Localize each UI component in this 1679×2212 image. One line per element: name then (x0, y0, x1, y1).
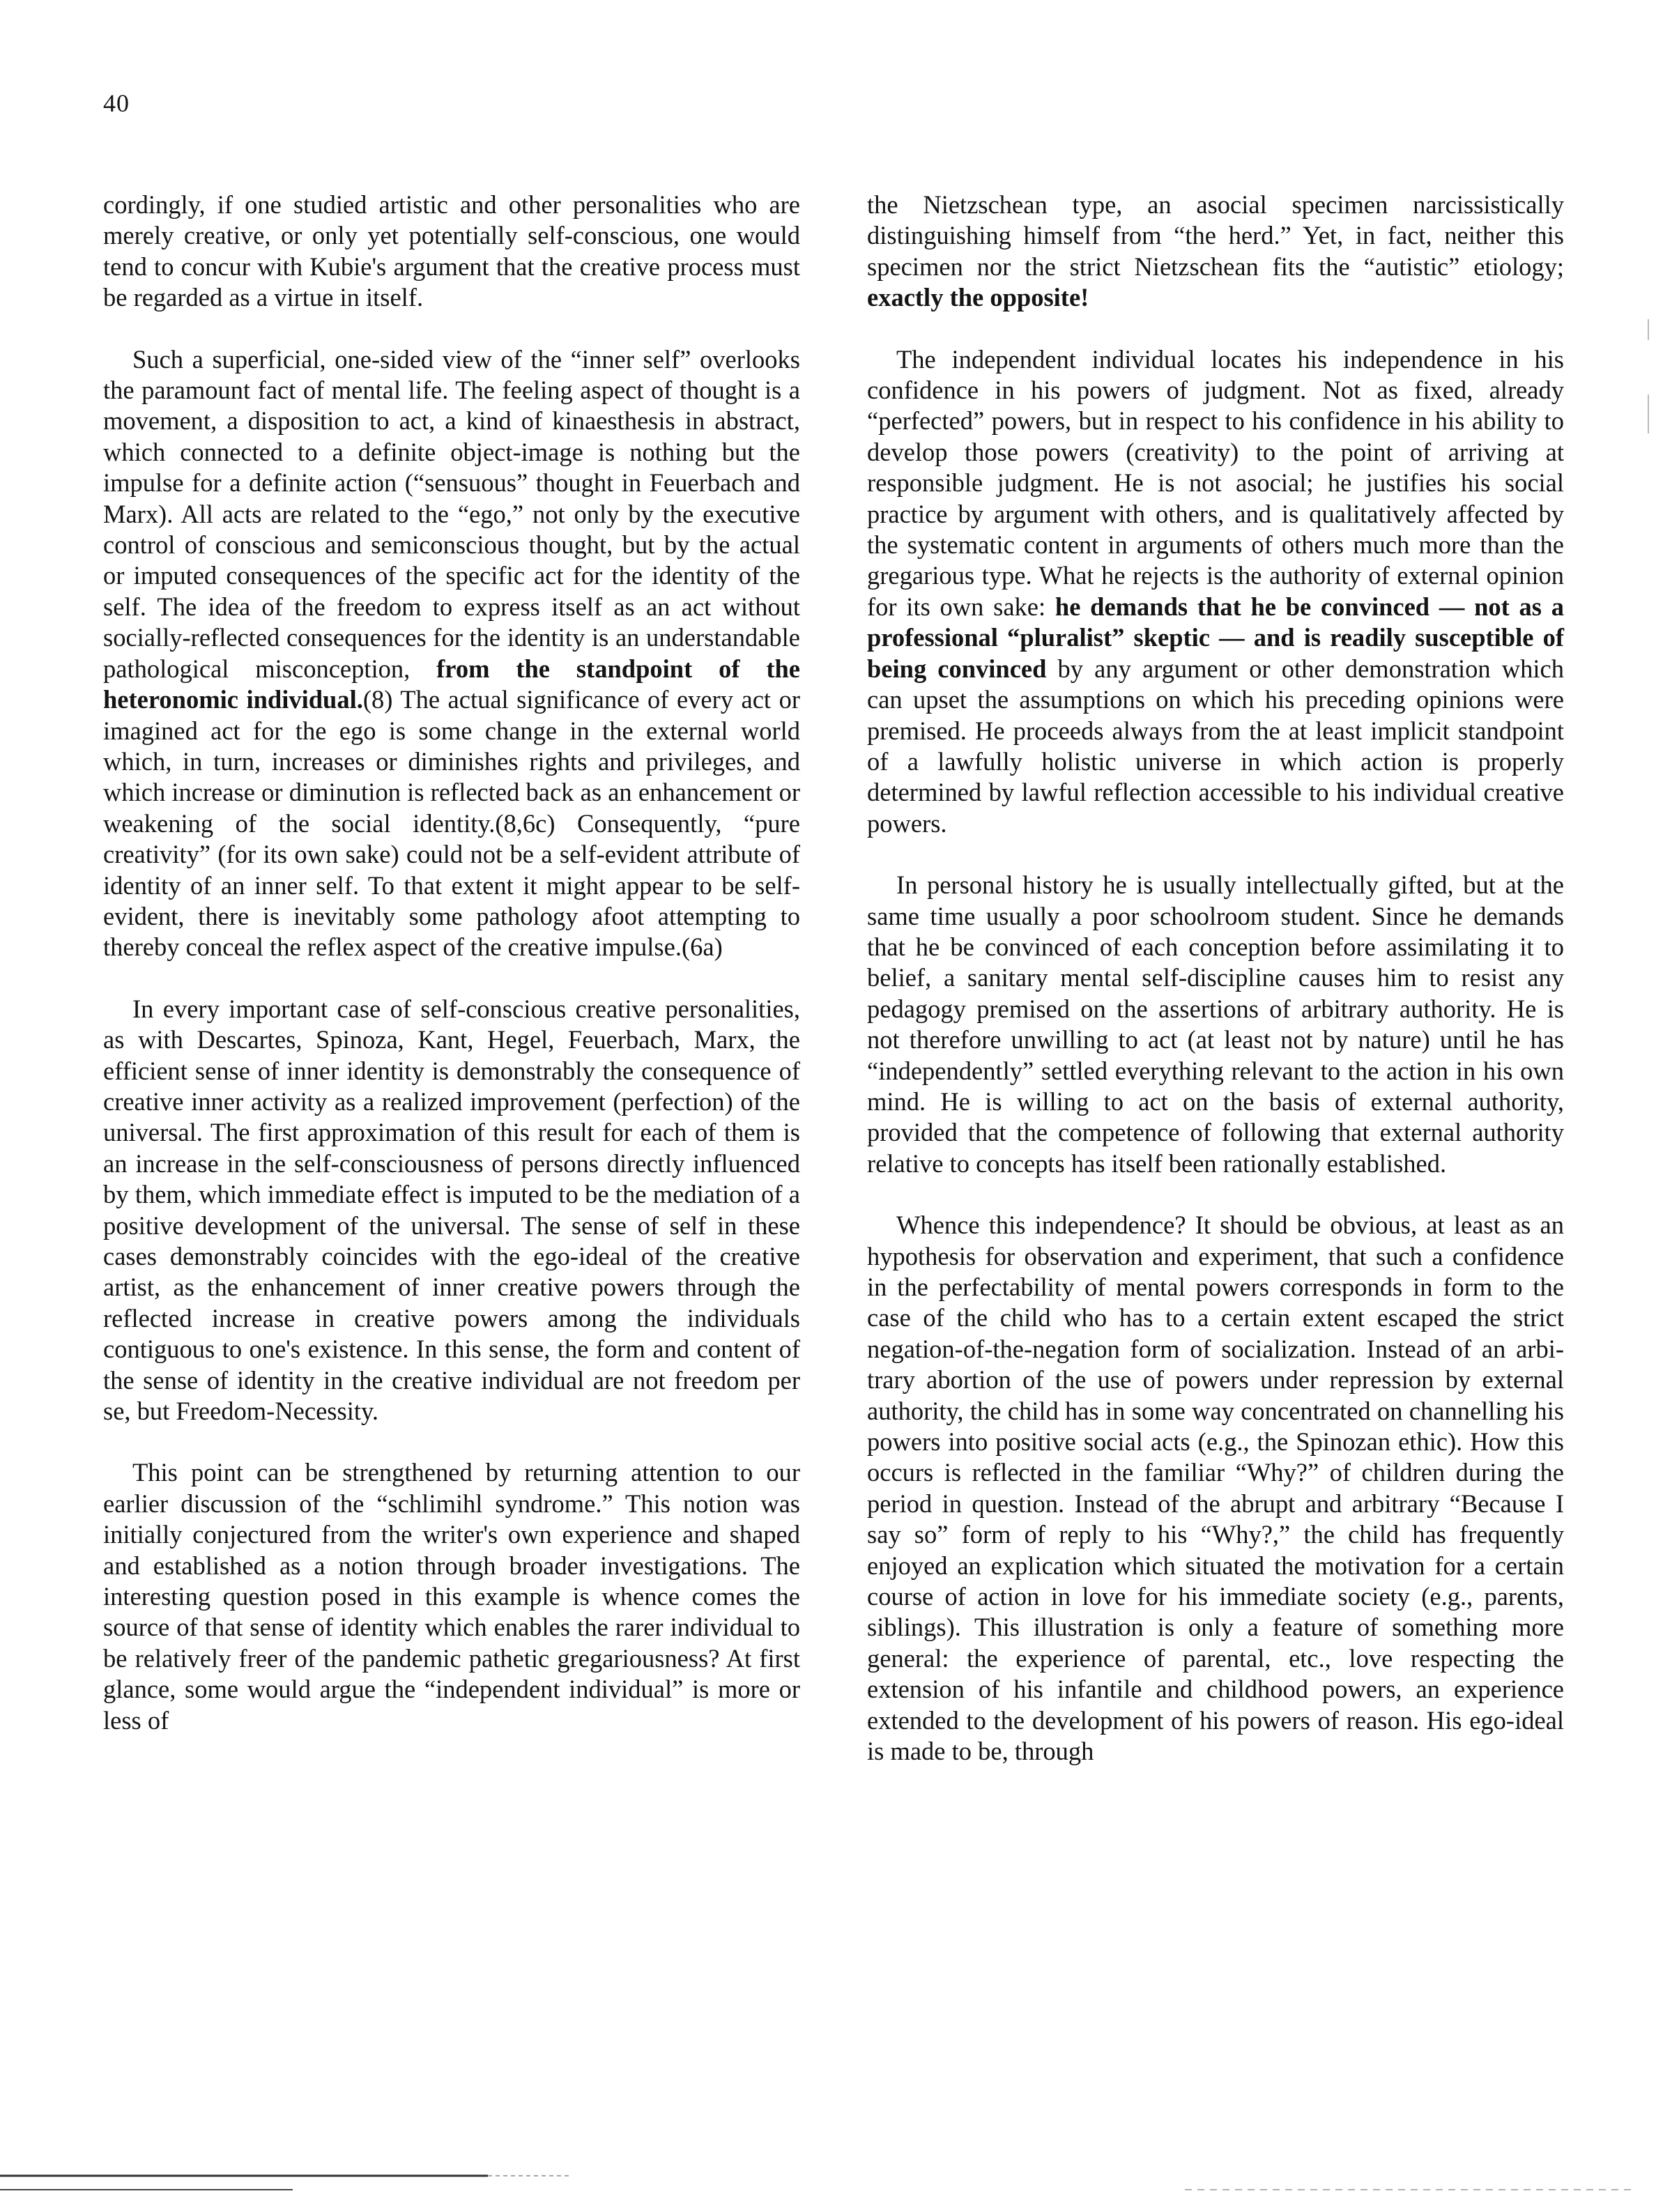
paragraph-text: Such a superficial, one-sided view of the “inner self” overlooks the paramount fact of mental life. The feeling aspect of thought is a movement, a disposition to act, a kind of kinaesthesis in abstract, which connected to a definite object-image is nothing but the impulse for a definite action (“sensuous” thought in Feuerbach and Marx). All acts are related to the “ego,” not only by the executive control of conscious and semiconscious thought, but by the actual or imputed consequences of the specific act for the identity of the self. The idea of the freedom to express itself as an act without socially-reflected consequences for the identity is an understandable pathological misconception, (103, 344, 800, 683)
margin-tick-mark (1648, 394, 1649, 433)
scan-edge-artifact (0, 2167, 1679, 2195)
body-paragraph (103, 344, 800, 963)
paragraph-text: In every important case of self-conscious creative personalities, as with Descartes, Spinoza, Kant, Hegel, Feuerbach, Marx, the efficient sense of inner identity is demonstrably the consequence of creative inner activity as a realized improvement (perfection) of the universal. The first approximation of this result for each of them is an increase in the self-consciousness of persons directly influenced by them, which immediate effect is imputed to be the mediation of a positive development of the universal. The sense of self in these cases demonstrably coincides with the ego-ideal of the creative artist, as the enhancement of inner creative powers through the reflected increase in creative powers among the individuals contiguous to one's existence. In this sense, the form and content of the sense of identity in the creative individual are not freedom per se, but Freedom-Necessity. (103, 994, 800, 1426)
paragraph-text: This point can be strengthened by returning attention to our earlier discussion of the “schlimihl syndrome.” This notion was initially conjectured from the writer's own experience and shaped and established as a notion through broader investigations. The interesting question posed in this example is whence comes the source of that sense of identity which enables the rarer individual to be relatively freer of the pandemic pathetic gregariousness? At first glance, some would argue the “independent individual” is more or less of (103, 1458, 800, 1735)
right-text-column (867, 190, 1564, 1798)
paragraph-text: cordingly, if one studied artistic and other personalities who are merely creative, or only yet potentially self-conscious, one would tend to concur with Kubie's argument that the creative process must be regarded as a virtue in itself. (103, 190, 800, 312)
margin-tick-mark (1648, 319, 1649, 340)
paragraph-text: In personal history he is usually intellectually gifted, but at the same time usually a poor schoolroom student. Since he demands that he be convinced of each conception before assimilating it to belief, a sanitary mental self-discipline causes him to resist any pedagogy premised on the assertions of arbitrary authority. He is not therefore unwilling to act (at least not by nature) until he has “independently” settled everything relevant to the action in his own mind. He is willing to act on the basis of external authority, provided that the competence of following that external authority relative to concepts has itself been rationally established. (867, 870, 1564, 1178)
paragraph-text: Whence this independence? It should be obvious, at least as an hypothesis for observation and experiment, that such a confidence in the perfectability of mental powers corresponds in form to the case of the child who has to a certain extent escaped the strict negation-of-the-negation form of socialization. Instead of an arbitrary abortion of the use of powers under repression by external authority, the child has in some way concentrated on channelling his powers into positive social acts (e.g., the Spinozan ethic). How this occurs is reflected in the familiar “Why?” of children during the period in question. Instead of the abrupt and arbitrary “Because I say so” form of reply to his “Why?,” the child has frequently enjoyed an explication which situated the motivation for a certain course of action in love for his immediate society (e.g., parents, siblings). This illustration is only a feature of something more general: the experience of parental, etc., love respecting the extension of his infantile and childhood powers, an experience extended to the development of his powers of reason. His ego-ideal is made to be, through (867, 1211, 1564, 1766)
paragraph-text: The independent individual locates his independence in his confidence in his powers of judgment. Not as fixed, already “perfected” powers, but in respect to his confidence in his ability to develop those powers (creativity) to the point of arriving at responsible judgment. He is not asocial; he justifies his social practice by argument with others, and is qualitatively affected by the systematic content in arguments of others much more than the gregarious type. What he rejects is the authority of external opinion for its own sake: (867, 344, 1564, 621)
body-paragraph (867, 344, 1564, 840)
page-number: 40 (103, 89, 130, 117)
body-paragraph (103, 994, 800, 1427)
body-paragraph (867, 870, 1564, 1179)
bold-emphasis: he demands that he be convinced — not as a professional “pluralist” skeptic — and is readily susceptible of being convinced (867, 592, 1565, 683)
left-text-column (103, 190, 800, 1767)
body-paragraph (103, 190, 800, 314)
paragraph-text: by any argument or other demonstration which can upset the assumptions on which his preceding opinions were premised. He proceeds always from the at least implicit standpoint of a lawfully holistic universe in which action is properly determined by lawful reflection accessible to his individual creative powers. (867, 654, 1564, 838)
body-paragraph (867, 190, 1564, 314)
paragraph-text: (8) The actual significance of every act or imagined act for the ego is some change in the external world which, in turn, increases or diminishes rights and privileges, and which increase or diminution is reflected back as an enhancement or weakening of the social identity.(8,6c) Consequently, “pure creativity” (for its own sake) could not be a self-evident attribute of identity of an inner self. To that extent it might appear to be self-evident, there is inevitably some pathology afoot attempting to thereby conceal the reflex aspect of the creative impulse.(6a) (103, 685, 800, 962)
paragraph-text: the Nietzschean type, an asocial specimen narcissistically distinguishing himself from “the herd.” Yet, in fact, neither this specimen nor the strict Nietzschean fits the “autistic” etiology; (867, 190, 1564, 281)
body-paragraph (867, 1210, 1564, 1767)
bold-emphasis: exactly the opposite! (867, 283, 1089, 312)
body-paragraph (103, 1457, 800, 1736)
bold-emphasis: from the standpoint of the heteronomic individual. (103, 654, 800, 714)
